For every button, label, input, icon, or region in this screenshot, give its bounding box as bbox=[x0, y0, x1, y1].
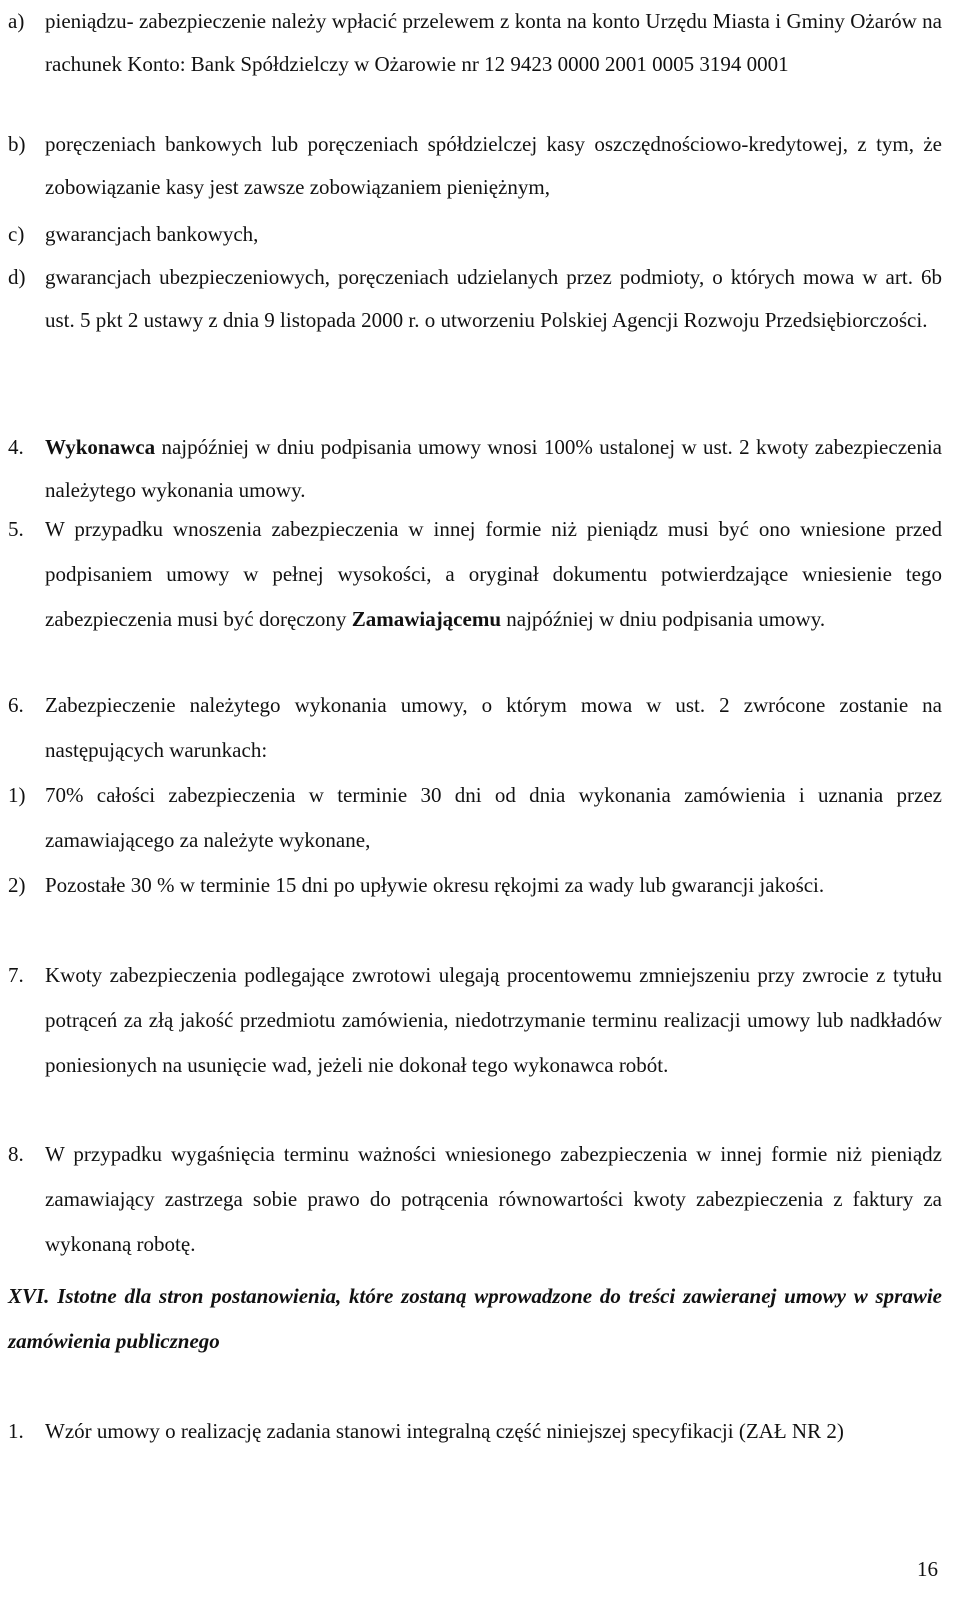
list-item-d bbox=[8, 256, 942, 342]
section-heading: XVI. Istotne dla stron postanowienia, które zostaną wprowadzone do treści zawieranej umowy w sprawie zamówienia publicznego bbox=[8, 1284, 942, 1353]
item-text: 70% całości zabezpieczenia w terminie 30 dni od dnia wykonania zamówienia i uznania przez zamawiającego za należyte wykonane, bbox=[45, 783, 942, 852]
list-item-c bbox=[8, 213, 942, 256]
page-number: 16 bbox=[917, 1557, 938, 1581]
sub-item-2 bbox=[8, 863, 942, 908]
item-marker: 2) bbox=[8, 873, 26, 897]
list-item-7 bbox=[8, 953, 942, 1088]
bold-term: Zamawiającemu bbox=[351, 607, 501, 631]
item-marker: 8. bbox=[8, 1142, 24, 1166]
item-marker: 6. bbox=[8, 693, 24, 717]
list-item-4 bbox=[8, 426, 942, 512]
list-item-a bbox=[8, 0, 942, 86]
item-text: Pozostałe 30 % w terminie 15 dni po upływie okresu rękojmi za wady lub gwarancji jakości. bbox=[45, 873, 825, 897]
item-text: Kwoty zabezpieczenia podlegające zwrotowi ulegają procentowemu zmniejszeniu przy zwrocie z tytułu potrąceń za złą jakość przedmiotu zamówienia, niedotrzymanie terminu realizacji umowy lub nadkładów poniesionych na usunięcie wad, jeżeli nie dokonał tego wykonawca robót. bbox=[45, 963, 942, 1077]
item-text: poręczeniach bankowych lub poręczeniach spółdzielczej kasy oszczędnościowo-kredytowej, z tym, że zobowiązanie kasy jest zawsze zobowiązaniem pieniężnym, bbox=[45, 132, 942, 199]
list-item-b bbox=[8, 123, 942, 209]
item-text: Zabezpieczenie należytego wykonania umowy, o którym mowa w ust. 2 zwrócone zostanie na następujących warunkach: bbox=[45, 693, 942, 762]
item-marker: 7. bbox=[8, 963, 24, 987]
item-text: Wykonawca najpóźniej w dniu podpisania umowy wnosi 100% ustalonej w ust. 2 kwoty zabezpieczenia należytego wykonania umowy. bbox=[45, 435, 942, 502]
item-marker: b) bbox=[8, 132, 26, 156]
section-item-1 bbox=[8, 1409, 942, 1454]
sub-item-1 bbox=[8, 773, 942, 863]
item-text: W przypadku wygaśnięcia terminu ważności wniesionego zabezpieczenia w innej formie niż pieniądz zamawiający zastrzega sobie prawo do potrącenia równowartości kwoty zabezpieczenia z faktury za wykonaną robotę. bbox=[45, 1142, 942, 1256]
item-text: pieniądzu- zabezpieczenie należy wpłacić przelewem z konta na konto Urzędu Miasta i Gminy Ożarów na rachunek Konto: Bank Spółdzielczy w Ożarowie nr 12 9423 0000 2001 0005 3194 0001 bbox=[45, 9, 942, 76]
bold-term: Wykonawca bbox=[45, 435, 156, 459]
item-text: gwarancjach bankowych, bbox=[45, 222, 259, 246]
item-text: gwarancjach ubezpieczeniowych, poręczeniach udzielanych przez podmioty, o których mowa w art. 6b ust. 5 pkt 2 ustawy z dnia 9 listopada 2000 r. o utworzeniu Polskiej Agencji Rozwoju Przedsiębiorczości. bbox=[45, 265, 942, 332]
item-marker: d) bbox=[8, 265, 26, 289]
item-marker: 1. bbox=[8, 1419, 24, 1443]
item-marker: 1) bbox=[8, 783, 26, 807]
list-item-5 bbox=[8, 507, 942, 642]
list-item-6 bbox=[8, 683, 942, 773]
item-text: W przypadku wnoszenia zabezpieczenia w innej formie niż pieniądz musi być ono wniesione przed podpisaniem umowy w pełnej wysokości, a oryginał dokumentu potwierdzające wniesienie tego zabezpieczenia musi być doręczony Zamawiającemu najpóźniej w dniu podpisania umowy. bbox=[45, 517, 942, 631]
item-marker: 5. bbox=[8, 517, 24, 541]
item-marker: 4. bbox=[8, 435, 24, 459]
list-item-8 bbox=[8, 1132, 942, 1267]
item-marker: a) bbox=[8, 9, 25, 33]
item-text: Wzór umowy o realizację zadania stanowi integralną część niniejszej specyfikacji (ZAŁ NR 2) bbox=[45, 1419, 844, 1443]
item-marker: c) bbox=[8, 222, 25, 246]
